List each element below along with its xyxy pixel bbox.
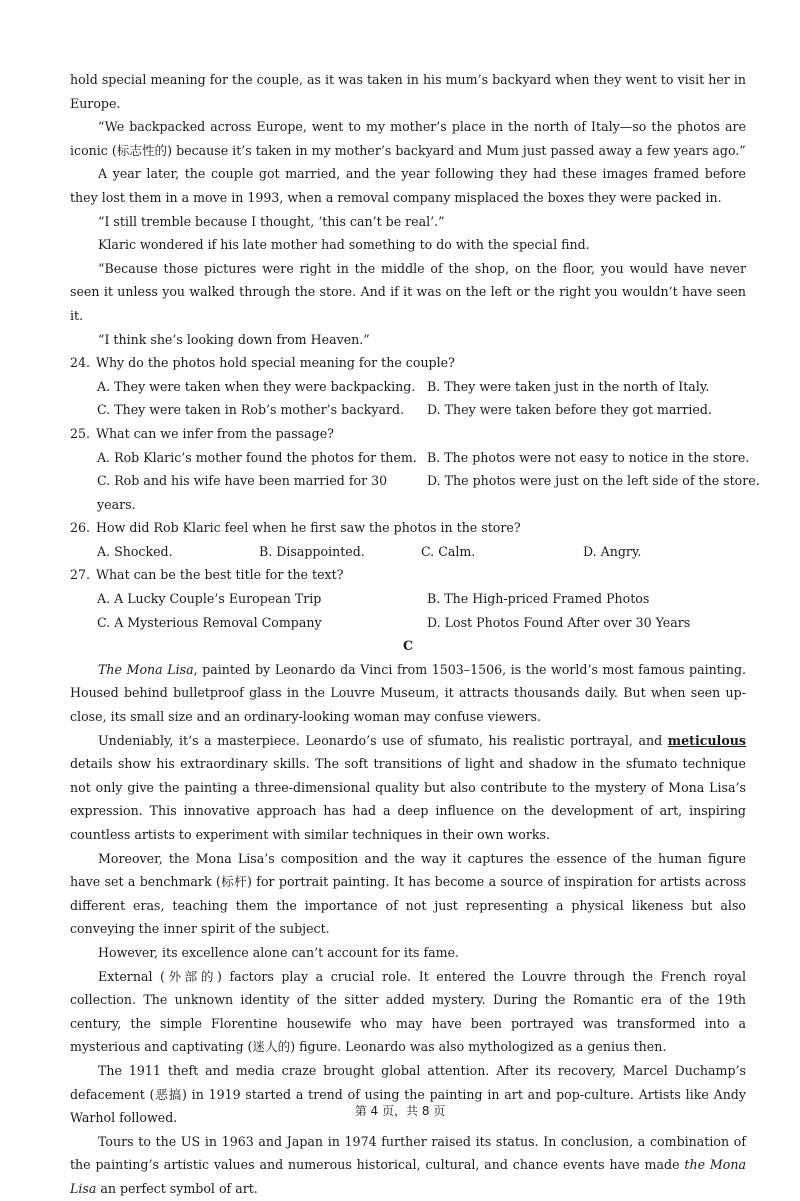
question-text: Why do the photos hold special meaning for the couple? (96, 355, 455, 371)
question-text: How did Rob Klaric feel when he first saw the photos in the store? (96, 520, 521, 536)
option-c[interactable]: C. A Mysterious Removal Company (97, 614, 322, 630)
vocabulary-keyword: meticulous (667, 732, 746, 748)
passage-b-paragraph: A year later, the couple got married, and the year following they had these images framed before they lost them in a move in 1993, when a removal company misplaced the boxes they were packed in. (70, 166, 746, 205)
paragraph-text: an perfect symbol of art. (96, 1180, 258, 1196)
paragraph-text: Tours to the US in 1963 and Japan in 1974 further raised its status. In conclusion, a combination of the painting’s artistic values and numerous historical, cultural, and chance events have made (70, 1133, 746, 1173)
section-label: C (402, 638, 414, 654)
option-d[interactable]: D. Angry. (583, 543, 642, 559)
passage-b-line: hold special meaning for the couple, as it was taken in his mum’s backyard when they went to visit her in Europe. (70, 72, 746, 111)
passage-c-paragraph-1 (70, 658, 746, 729)
question-26 (70, 516, 746, 563)
passage-b-paragraph: “I think she’s looking down from Heaven.” (98, 331, 370, 347)
option-d[interactable]: D. Lost Photos Found After over 30 Years (427, 614, 691, 630)
passage-b-paragraph: “Because those pictures were right in the middle of the shop, on the floor, you would have never seen it unless you walked through the store. And if it was on the left or the right you wouldn’t have seen it. (70, 260, 746, 323)
option-b[interactable]: B. The High-priced Framed Photos (427, 591, 650, 607)
question-text: What can be the best title for the text? (96, 567, 344, 583)
option-a[interactable]: A. Shocked. (97, 543, 173, 559)
option-d[interactable]: D. The photos were just on the left side of the store. (427, 473, 760, 489)
option-b[interactable]: B. They were taken just in the north of Italy. (427, 378, 710, 394)
passage-c-paragraph-3: Moreover, the Mona Lisa’s composition and the way it captures the essence of the human figure have set a benchmark (标杆) for portrait painting. It has become a source of inspiration for artists across different eras, teaching them the importance of not just representing a physical likeness but also conveying the inner spirit of the subject. (70, 850, 746, 937)
option-d[interactable]: D. They were taken before they got married. (427, 402, 712, 418)
passage-c-paragraph-4: However, its excellence alone can’t account for its fame. (98, 944, 460, 960)
option-b[interactable]: B. The photos were not easy to notice in the store. (427, 449, 750, 465)
option-a[interactable]: A. Rob Klaric’s mother found the photos for them. (97, 449, 417, 465)
paragraph-text: Undeniably, it’s a masterpiece. Leonardo’s use of sfumato, his realistic portrayal, and (98, 732, 668, 748)
passage-c-paragraph-2 (70, 729, 746, 847)
paragraph-text: , painted by Leonardo da Vinci from 1503–1506, is the world’s most famous painting. Housed behind bulletproof glass in the Louvre Museum, it attracts thousands daily. But when seen up-close, its small size and an ordinary-looking woman may confuse viewers. (70, 661, 747, 725)
artwork-title: the Mona Lisa (70, 1157, 747, 1196)
question-number: 27. (70, 567, 91, 583)
question-number: 25. (70, 425, 91, 441)
question-number: 26. (70, 520, 91, 536)
question-number: 24. (70, 355, 91, 371)
page-number: 第 4 页，共 8 页 (354, 1104, 446, 1118)
passage-c-paragraph-6: The 1911 theft and media craze brought global attention. After its recovery, Marcel Duchamp’s defacement (恶搞) in 1919 started a trend of using the painting in art and pop-culture. Artists like Andy Warhol followed. (70, 1062, 746, 1126)
passage-b-paragraph: “We backpacked across Europe, went to my mother’s place in the north of Italy—so the photos are iconic (标志性的) because it’s taken in my mother’s backyard and Mum just passed away a few years ago.” (70, 119, 746, 158)
option-c[interactable]: C. Calm. (421, 543, 476, 559)
passage-b-paragraph: Klaric wondered if his late mother had something to do with the special find. (98, 237, 590, 253)
paragraph-text: details show his extraordinary skills. The soft transitions of light and shadow in the sfumato technique not only give the painting a three-dimensional quality but also contribute to the mystery of Mona Lisa’s expression. This innovative approach has had a deep influence on the development of art, inspiring countless artists to experiment with similar techniques in their own works. (70, 756, 746, 842)
option-b[interactable]: B. Disappointed. (259, 543, 365, 559)
page-content (70, 68, 760, 1201)
artwork-title: The Mona Lisa (98, 661, 194, 677)
question-25 (70, 422, 760, 516)
question-27 (70, 563, 746, 634)
option-c[interactable]: C. They were taken in Rob’s mother’s backyard. (97, 402, 405, 418)
question-24 (70, 351, 746, 422)
option-c[interactable]: C. Rob and his wife have been married for 30 years. (97, 473, 388, 512)
passage-c-paragraph-7 (70, 1130, 746, 1201)
passage-b-paragraph: “I still tremble because I thought, ‘this can’t be real’.” (98, 213, 445, 229)
passage-c-paragraph-5: External (外部的) factors play a crucial role. It entered the Louvre through the French royal collection. The unknown identity of the sitter added mystery. During the Romantic era of the 19th century, the simple Florentine housewife who may have been portrayed was transformed into a mysterious and captivating (迷人的) figure. Leonardo was also mythologized as a genius then. (70, 968, 746, 1055)
option-a[interactable]: A. They were taken when they were backpacking. (97, 378, 416, 394)
question-text: What can we infer from the passage? (96, 425, 334, 441)
option-a[interactable]: A. A Lucky Couple’s European Trip (97, 591, 322, 607)
